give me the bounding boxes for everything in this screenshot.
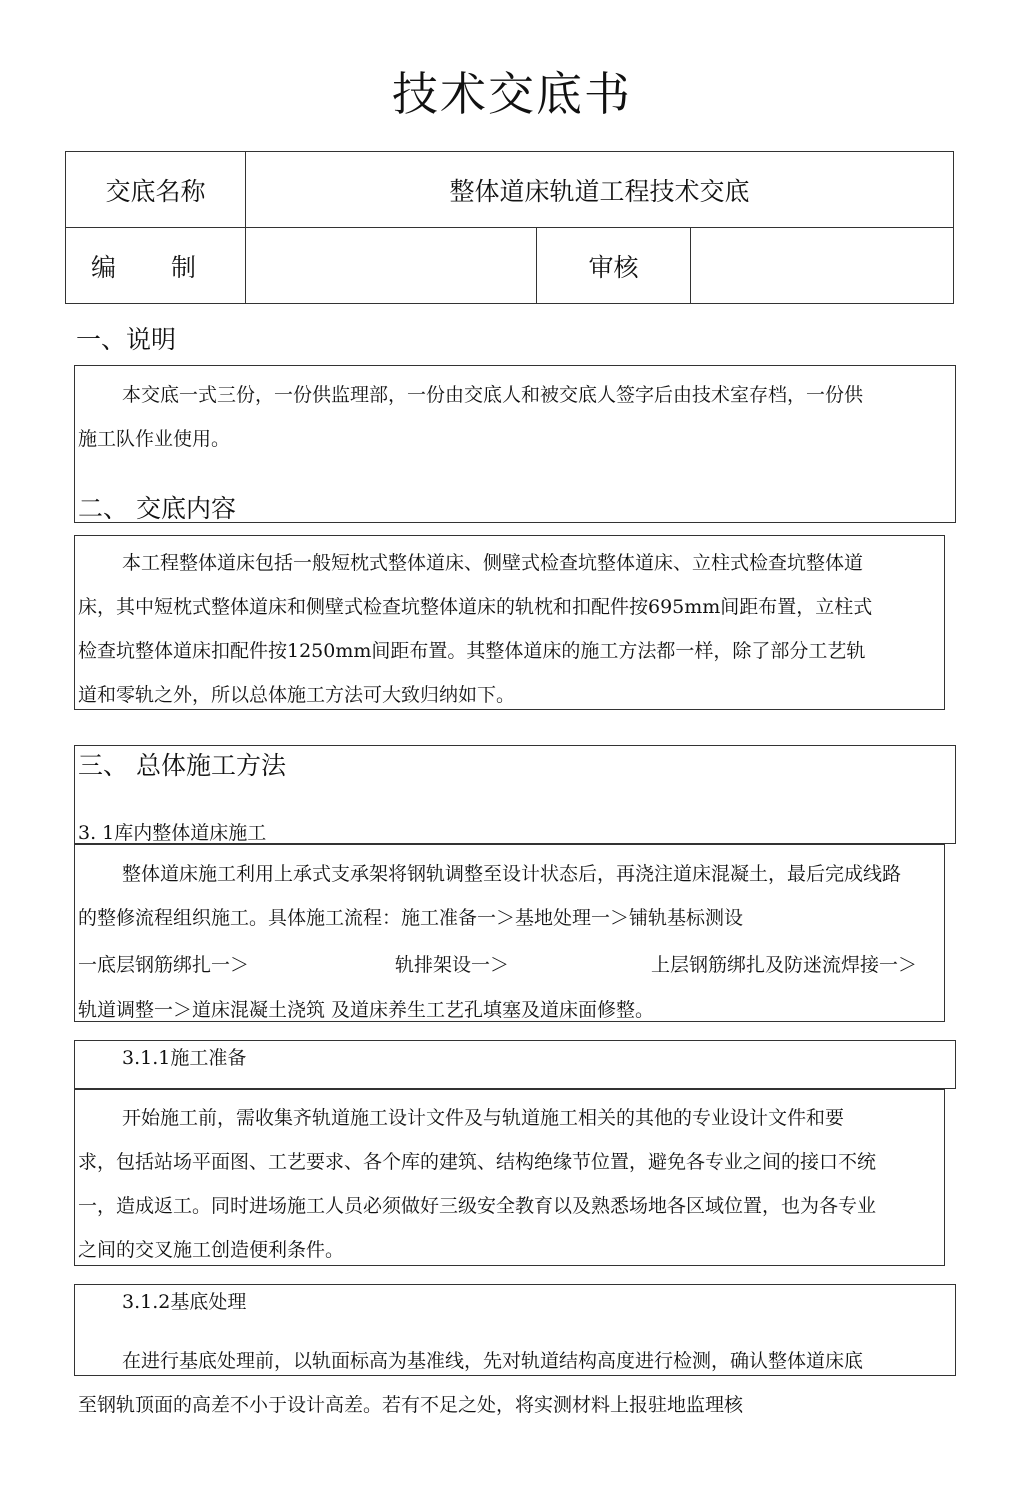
subsection-3-1-2-text: 在进行基底处理前，以轨面标高为基准线，先对轨道结构高度进行检测，确认整体道床底至钢轨顶面的高差不小于设计高差。若有不足之处，将实测材料上报驻地监理核: [78, 1350, 864, 1416]
subsection-3-1-heading: 3. 1库内整体道床施工: [78, 822, 267, 844]
flow-step-d: 轨道调整一＞道床混凝土浇筑 及道床养生工艺孔填塞及道床面修整。: [78, 999, 655, 1021]
section-2-heading: 二、 交底内容: [78, 494, 236, 523]
section-3-heading: 三、 总体施工方法: [78, 751, 286, 780]
section-2-text: 本工程整体道床包括一般短枕式整体道床、侧壁式检查坑整体道床、立柱式检查坑整体道床，其中短枕式整体道床和侧壁式检查坑整体道床的轨枕和扣配件按695mm间距布置，立柱式检查坑整体道床扣配件按1250mm间距布置。其整体道床的施工方法都一样，除了部分工艺轨道和零轨之外，所以总体施工方法可大致归纳如下。: [78, 552, 873, 706]
flow-step-a: 一底层钢筋绑扎一＞: [78, 954, 250, 976]
flow-step-b: 轨排架设一＞: [395, 954, 510, 976]
compile-value: [246, 228, 537, 304]
review-value: [691, 228, 954, 304]
flow-step-c: 上层钢筋绑扎及防迷流焊接一＞: [651, 954, 918, 976]
section-1-heading: 一、说明: [76, 325, 177, 354]
compile-label: 编制: [66, 228, 246, 304]
subsection-3-1-text: 整体道床施工利用上承式支承架将钢轨调整至设计状态后，再浇注道床混凝土，最后完成线路的整修流程组织施工。具体施工流程：施工准备一＞基地处理一＞铺轨基标测设: [78, 863, 902, 929]
subsection-3-1-1-text: 开始施工前，需收集齐轨道施工设计文件及与轨道施工相关的其他的专业设计文件和要求，包括站场平面图、工艺要求、各个库的建筑、结构绝缘节位置，避免各专业之间的接口不统一，造成返工。同时进场施工人员必须做好三级安全教育以及熟悉场地各区域位置，也为各专业之间的交叉施工创造便利条件。: [78, 1107, 877, 1261]
review-label: 审核: [537, 228, 691, 304]
name-label: 交底名称: [66, 152, 246, 228]
document-title: 技术交底书: [392, 67, 632, 121]
section-1-text: 本交底一式三份，一份供监理部，一份由交底人和被交底人签字后由技术室存档，一份供施工队作业使用。: [78, 384, 864, 450]
subsection-3-1-1-heading: 3.1.1施工准备: [122, 1047, 247, 1069]
subsection-3-1-2-heading: 3.1.2基底处理: [122, 1291, 247, 1313]
name-value: 整体道床轨道工程技术交底: [246, 152, 954, 228]
header-table: [65, 151, 954, 304]
